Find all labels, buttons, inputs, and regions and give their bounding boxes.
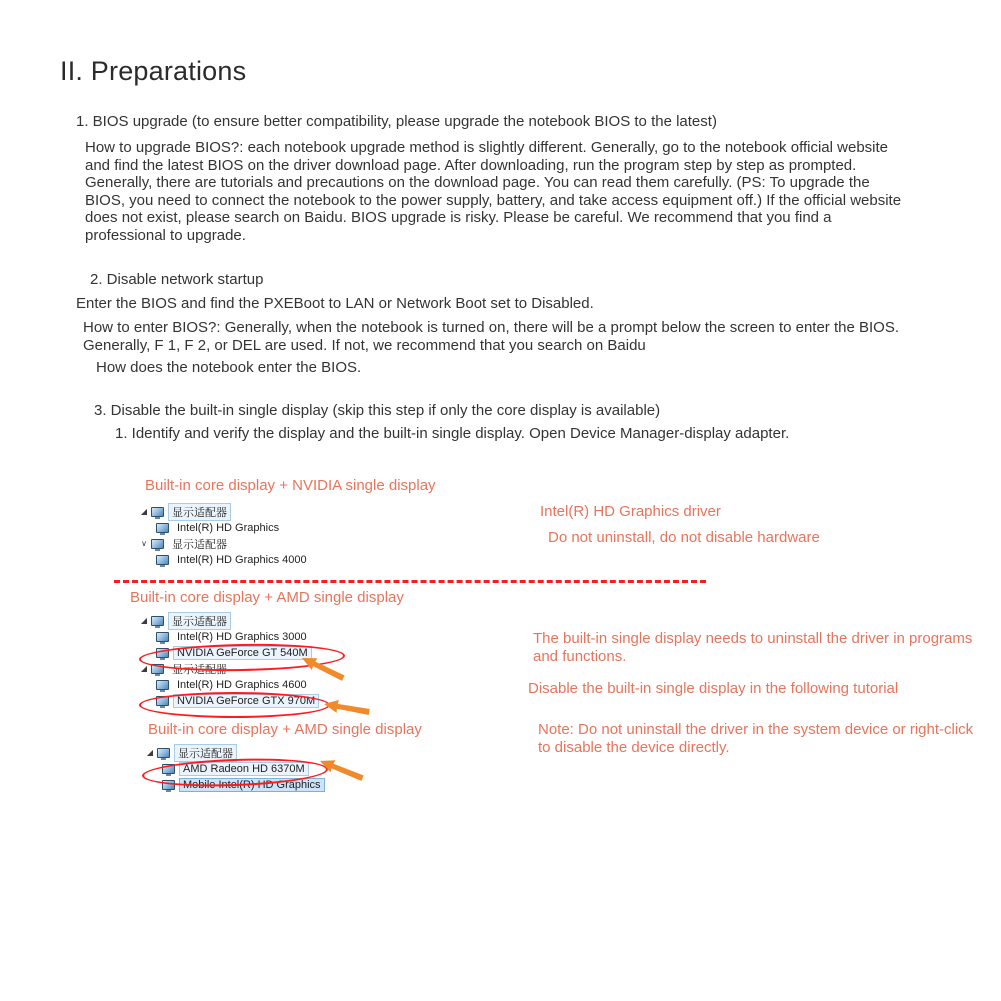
tree-node-label: 显示适配器 (172, 664, 227, 676)
tree-node-label: Intel(R) HD Graphics 3000 (177, 631, 307, 643)
dashed-divider-line (114, 580, 706, 583)
display-adapter-icon (151, 616, 164, 626)
tree-node-intel-hd-graphics-4600 (155, 677, 319, 693)
step-3-substep: 1. Identify and verify the display and the built-in single display. Open Device Manager-display adapter. (115, 425, 790, 442)
annotation-intel-driver: Intel(R) HD Graphics driver (540, 503, 721, 520)
step-2-line-2: How to enter BIOS?: Generally, when the notebook is turned on, there will be a prompt below the screen to enter the BIOS. Generally, F 1, F 2, or DEL are used. If not, we recommend that you search on Baidu (83, 319, 900, 354)
annotation-do-not-uninstall: Do not uninstall, do not disable hardware (548, 529, 820, 546)
expand-arrow-icon: ◢ (146, 748, 154, 757)
device-manager-tree-1 (138, 504, 311, 568)
tree-node-display-adapters (138, 504, 311, 520)
step-2-line-1: Enter the BIOS and find the PXEBoot to LAN or Network Boot set to Disabled. (76, 295, 594, 312)
annotation-uninstall-driver: The built-in single display needs to uninstall the driver in programs and functions. (533, 630, 973, 665)
expand-arrow-icon: ◢ (140, 664, 148, 673)
tree-node-intel-hd-graphics-4000 (155, 552, 311, 568)
step-2-line-3: How does the notebook enter the BIOS. (96, 359, 362, 376)
page-title: II. Preparations (60, 56, 247, 86)
tree-node-intel-hd-graphics (155, 520, 311, 536)
tree-node-label: 显示适配器 (168, 612, 231, 630)
display-adapter-icon (156, 555, 169, 565)
callout-arrow-icon (323, 696, 371, 720)
display-adapter-icon (151, 539, 164, 549)
display-adapter-icon (157, 748, 170, 758)
tree-node-label: 显示适配器 (168, 503, 231, 521)
display-adapter-icon (151, 507, 164, 517)
annotation-disable-tutorial: Disable the built-in single display in the following tutorial (528, 680, 899, 697)
tree-node-label: NVIDIA GeForce GT 540M (173, 646, 312, 660)
tree-node-display-adapters (138, 613, 319, 629)
tree-node-label: AMD Radeon HD 6370M (179, 762, 309, 776)
step-1-body: How to upgrade BIOS?: each notebook upgrade method is slightly different. Generally, go to the notebook official website and find the latest BIOS on the driver download page. After downloading, run the program step by step as prompted. Generally, there are tutorials and precautions on the download page. You can read them carefully. (PS: To upgrade the BIOS, you need to connect the notebook to the power supply, battery, and take access equipment off.) If the official website does not exist, please search on Baidu. BIOS upgrade is risky. Please be careful. We recommend that you find a professional to upgrade. (85, 139, 902, 244)
display-adapter-icon (156, 680, 169, 690)
tree-node-display-adapters (138, 536, 311, 552)
expand-arrow-icon: ◢ (140, 616, 148, 625)
tree-node-label: Mobile Intel(R) HD Graphics (179, 778, 325, 792)
step-3-heading: 3. Disable the built-in single display (skip this step if only the core display is available) (94, 402, 661, 419)
tree-node-intel-hd-graphics-3000 (155, 629, 319, 645)
tree-node-label: 显示适配器 (174, 744, 237, 762)
display-adapter-icon (156, 523, 169, 533)
figure-2-caption: Built-in core display + AMD single display (130, 589, 404, 606)
chevron-down-icon: ∨ (141, 539, 147, 548)
tree-node-label: Intel(R) HD Graphics 4000 (177, 554, 307, 566)
display-adapter-icon (156, 632, 169, 642)
step-1-heading: 1. BIOS upgrade (to ensure better compatibility, please upgrade the notebook BIOS to the latest) (76, 113, 717, 130)
expand-arrow-icon: ◢ (140, 507, 148, 516)
figure-1-caption: Built-in core display + NVIDIA single display (145, 477, 436, 494)
tree-node-label: Intel(R) HD Graphics 4600 (177, 679, 307, 691)
tree-node-label: 显示适配器 (172, 539, 227, 551)
tree-node-label: NVIDIA GeForce GTX 970M (173, 694, 319, 708)
figure-3-caption: Built-in core display + AMD single display (148, 721, 422, 738)
tree-node-label: Intel(R) HD Graphics (177, 522, 280, 534)
annotation-note-system-device: Note: Do not uninstall the driver in the system device or right-click to disable the device directly. (538, 721, 974, 756)
highlight-ellipse-gtx970m (139, 692, 330, 718)
step-2-heading: 2. Disable network startup (90, 271, 264, 288)
